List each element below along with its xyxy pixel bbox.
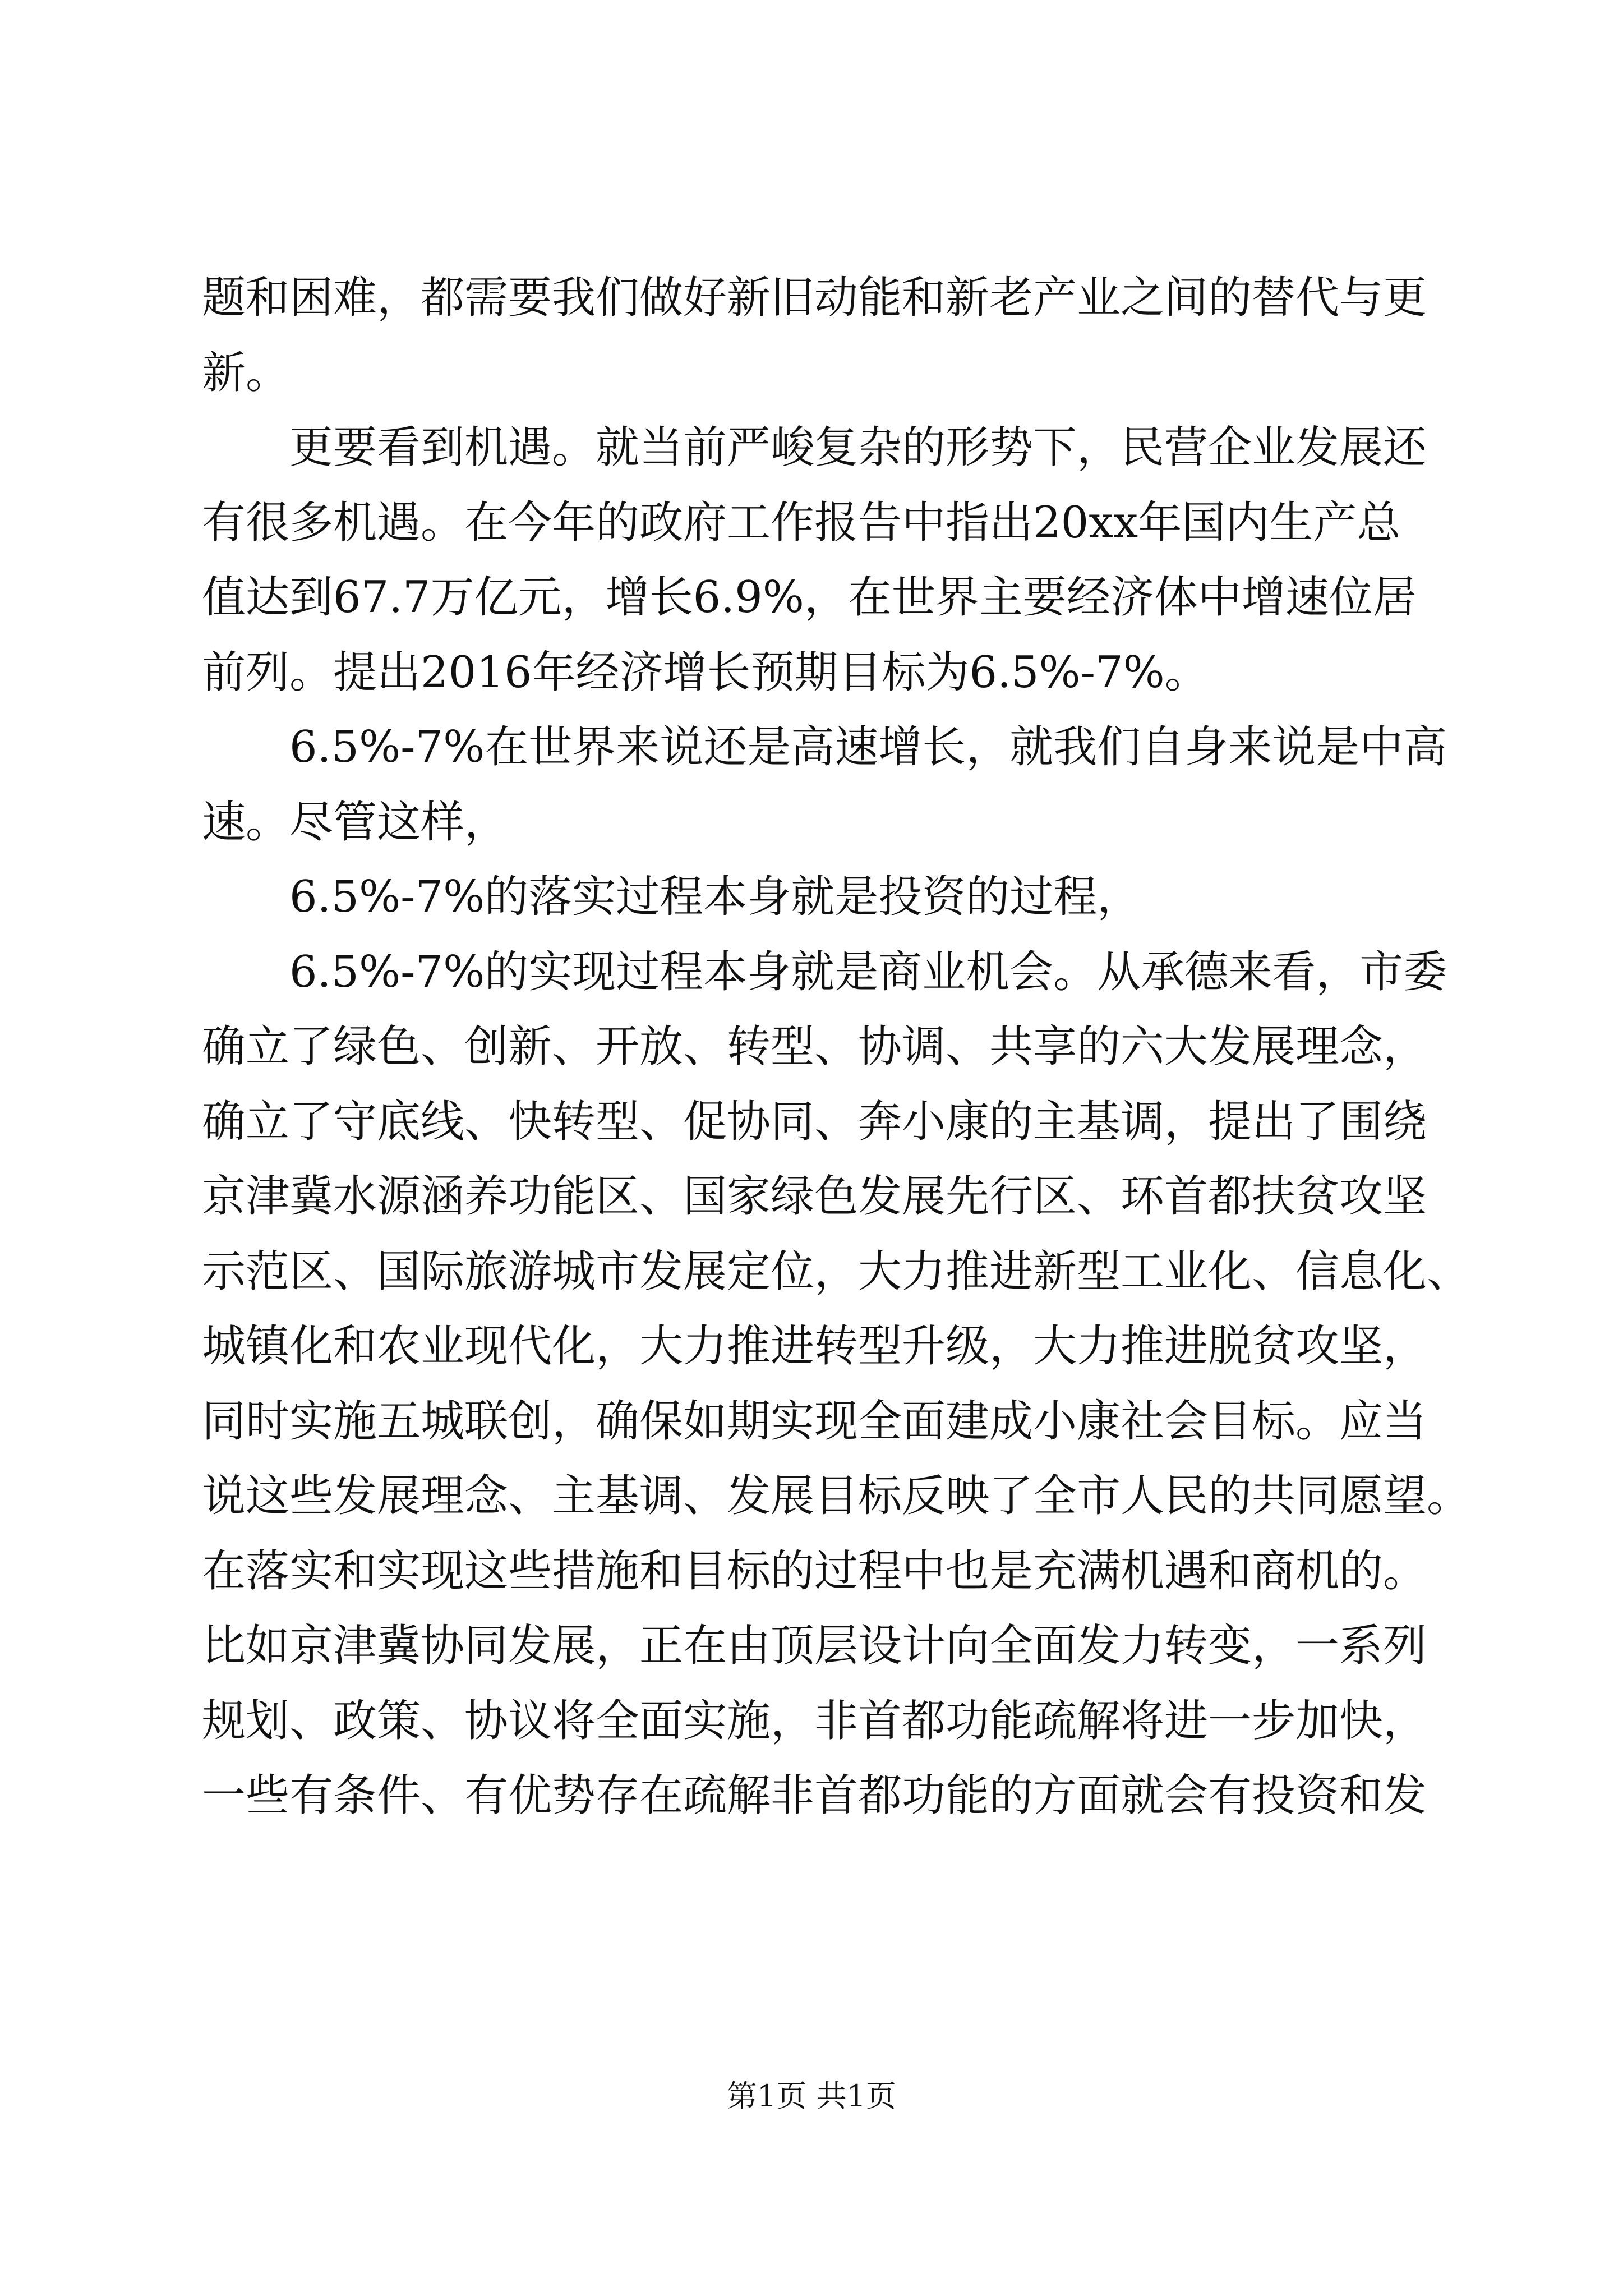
text-line: 同时实施五城联创，确保如期实现全面建成小康社会目标。应当 bbox=[202, 1396, 1427, 1447]
text-line: 值达到67.7万亿元，增长6.9%，在世界主要经济体中增速位居 bbox=[202, 572, 1417, 623]
text-line: 6.5%-7%的落实过程本身就是投资的过程， bbox=[202, 872, 1141, 922]
text-line: 确立了绿色、创新、开放、转型、协调、共享的六大发展理念， bbox=[202, 1022, 1427, 1072]
body-text bbox=[202, 261, 1471, 1834]
text-line: 速。尽管这样， bbox=[202, 797, 509, 848]
text-line: 6.5%-7%在世界来说还是高速增长，就我们自身来说是中高 bbox=[202, 722, 1447, 772]
text-line: 规划、政策、协议将全面实施，非首都功能疏解将进一步加快， bbox=[202, 1695, 1427, 1746]
text-line: 6.5%-7%的实现过程本身就是商业机会。从承德来看，市委 bbox=[202, 946, 1447, 997]
text-line: 说这些发展理念、主基调、发展目标反映了全市人民的共同愿望。 bbox=[202, 1471, 1471, 1521]
text-line: 比如京津冀协同发展，正在由顶层设计向全面发力转变，一系列 bbox=[202, 1621, 1427, 1671]
text-line: 有很多机遇。在今年的政府工作报告中指出20xx年国内生产总 bbox=[202, 497, 1401, 548]
text-line: 题和困难，都需要我们做好新旧动能和新老产业之间的替代与更 bbox=[202, 273, 1427, 323]
text-line: 新。 bbox=[202, 347, 290, 398]
text-line: 一些有条件、有优势存在疏解非首都功能的方面就会有投资和发 bbox=[202, 1770, 1427, 1821]
text-line: 城镇化和农业现代化，大力推进转型升级，大力推进脱贫攻坚， bbox=[202, 1321, 1427, 1372]
text-line: 更要看到机遇。就当前严峻复杂的形势下，民营企业发展还 bbox=[202, 422, 1427, 473]
text-line: 前列。提出2016年经济增长预期目标为6.5%-7%。 bbox=[202, 647, 1209, 698]
text-line: 确立了守底线、快转型、促协同、奔小康的主基调，提出了围绕 bbox=[202, 1096, 1427, 1147]
text-line: 在落实和实现这些措施和目标的过程中也是充满机遇和商机的。 bbox=[202, 1545, 1427, 1596]
text-line: 京津冀水源涵养功能区、国家绿色发展先行区、环首都扶贫攻坚 bbox=[202, 1171, 1427, 1222]
text-line: 示范区、国际旅游城市发展定位，大力推进新型工业化、信息化、 bbox=[202, 1246, 1471, 1297]
page-footer: 第1页 共1页 bbox=[727, 2078, 896, 2114]
